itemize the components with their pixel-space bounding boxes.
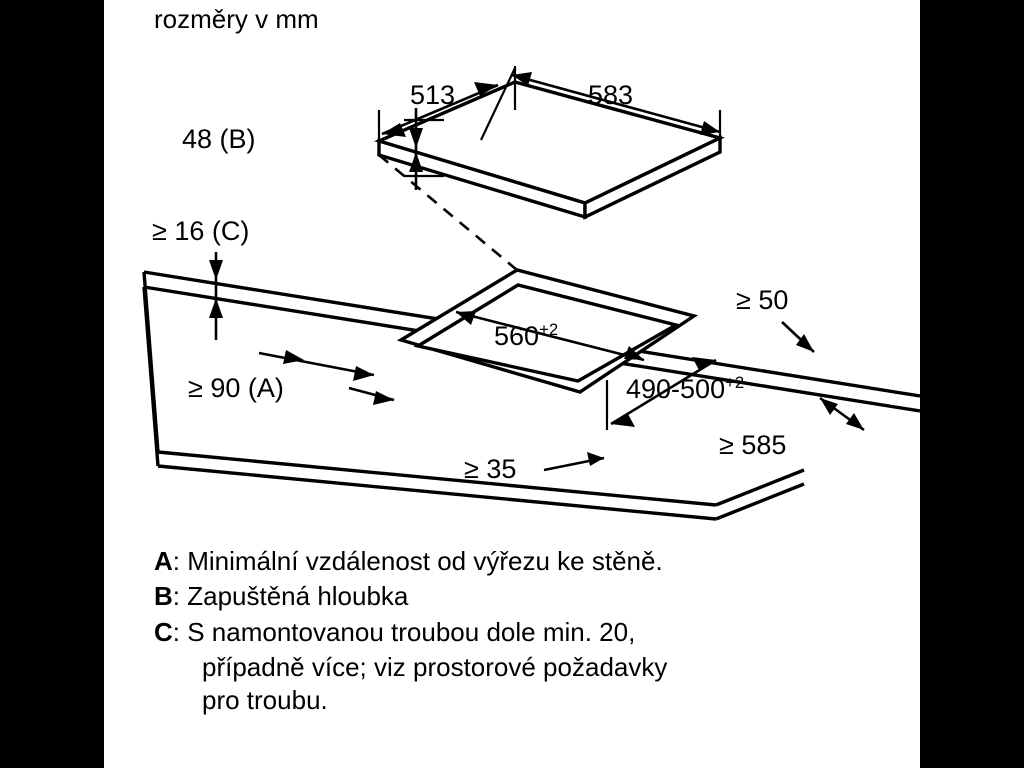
legend-key-a: A <box>154 546 173 576</box>
worktop-front-edge-2 <box>158 466 716 519</box>
legend-key-b: B <box>154 581 173 612</box>
legend-key-c: C <box>154 616 173 647</box>
dim-label-16C: ≥ 16 (C) <box>152 216 250 246</box>
diagram-title: rozměry v mm <box>154 4 319 34</box>
legend-text-b: : Zapuštěná hloubka <box>172 581 409 612</box>
worktop-left-end-2 <box>144 287 158 466</box>
dim-label-560 <box>494 322 558 350</box>
dim-label-560-sup: +2 <box>539 320 559 339</box>
dim-label-490-500-sup: +2 <box>725 373 745 392</box>
arrow-16-up <box>209 260 223 280</box>
arrow-585-b <box>846 413 864 430</box>
arrow-583-right <box>700 121 720 135</box>
arrow-35 <box>587 452 604 466</box>
legend-text-a: : Minimální vzdálenost od výřezu ke stěně. <box>172 546 663 576</box>
dim-label-560-value: 560 <box>494 321 540 351</box>
arrow-585-a <box>820 398 838 415</box>
dim-label-50: ≥ 50 <box>736 285 789 315</box>
dim-label-490-500-value: 490-500 <box>626 374 726 404</box>
legend-cont-line-1: případně více; viz prostorové požadavky <box>202 651 668 682</box>
legend <box>154 545 914 717</box>
legend-item-c <box>154 616 914 649</box>
legend-cont-line-2: pro troubu. <box>202 685 328 716</box>
legend-text-c: : S namontovanou troubou dole min. 20, <box>172 616 636 647</box>
dim-label-35: ≥ 35 <box>464 454 517 484</box>
dim-label-585: ≥ 585 <box>719 430 787 460</box>
legend-item-b <box>154 580 914 613</box>
dim-label-513: 513 <box>410 80 456 110</box>
worktop-front-edge <box>158 452 716 505</box>
dim-label-90A: ≥ 90 (A) <box>188 373 284 403</box>
dim-label-583: 583 <box>588 80 634 110</box>
dim-label-48B: 48 (B) <box>182 124 256 154</box>
arrow-90-right <box>353 366 374 381</box>
diagram-canvas <box>104 0 920 768</box>
dim-label-490-500 <box>626 375 744 403</box>
legend-item-a <box>154 545 914 578</box>
